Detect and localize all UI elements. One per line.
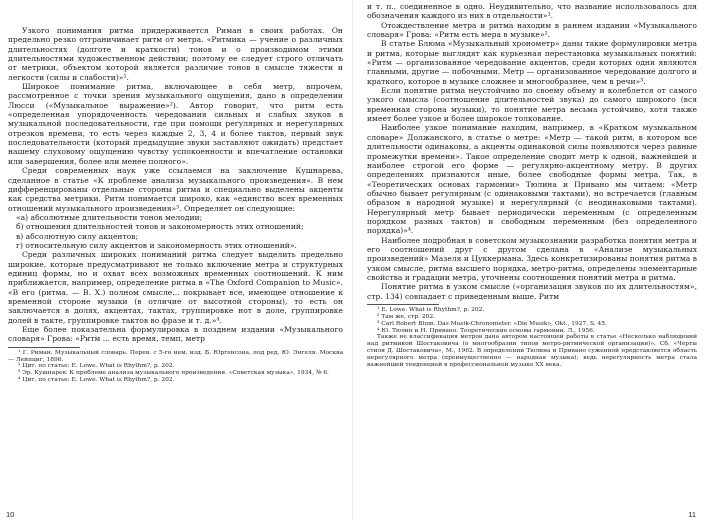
paragraph: Понятие ритма в узком смысле («организация звуков по их длительностям», стр. 134) совпадает с приведенным выше. Ритм [367, 282, 697, 301]
right-page [353, 0, 706, 520]
left-footnotes [8, 350, 343, 384]
paragraph: Среди современных наук уже ссылаемся на заключение Кушнарева, сделанное в статье «К проблеме анализа музыкального произведения». В нем дифференцированы отдельные стороны ритма и специально выделены акценты как средства метрики. Ритм понимается широко, как «единство всех временных отношений музыкального произведения»³. Определяет он следующие: [8, 166, 343, 213]
footnote-note: Также не классификация метров дана автором настоящей работы в статье «Несколько наблюдений над ритмикой Шостаковича (о многообразии типов метро-ритмической организации)». Сб. «Черты стиля Д. Шостаковича», М., 1962. В определении Тюлина и Привано суженной представляется область нерегулярного метра (преимущественно — народная музыка); ведь нерегулярность метра стала важнейшей тенденцией в профессиональной музыке XX века. [367, 334, 697, 368]
list-item: в) абсолютную силу акцентов; [16, 231, 139, 241]
footnote: ² Цит. по статье: E. Lowe. What is Rhythm?, p. 202. [18, 363, 175, 370]
paragraph: Среди различных широких пониманий ритма следует выделить предельно широкие, которые предусматривают не только включение метра и структурных единиц формы, но и охват всех возможных временных соотношений. К ним приближается, например, определение ритма в «The Oxford Companion to Music». «В его (ритма. — В. Х.) полном смысле... покрывает все, имеющее отношение к временной стороне музыки (в отличие от высотной стороны), то есть он заключается в долях, акцентах, тактах, группировке нот в доле, группировке долей в такте, группировке тактов во фразе и т. д.»⁴. [8, 250, 343, 325]
right-main-text [367, 2, 697, 301]
page-number-right: 11 [688, 510, 696, 519]
footnote: ² Там же, стр. 202. [377, 313, 435, 320]
paragraph: Наиболее подробная в советском музыкознании разработка понятия метра и его соотношений друг с другом сделана в «Анализе музыкальных произведений» Мазеля и Цуккермана. Здесь конкретизированы понятия ритма в узком смысле, ритма высшего порядка, метро-ритма, определены элементарные свойства и градации метра, уточнены соотношения понятий метра и ритма. [367, 235, 697, 282]
footnote-divider [367, 304, 439, 305]
paragraph: В статье Блюма «Музыкальный хронометр» даны такие формулировки метра и ритма, которые выглядят как курьезная перестановка музыкальных понятий: «Ритм — организованное чередование акцентов, среди которых одни являются главными, другие — побочными. Метр — организованное чередование долгого и краткого, которое в музыке сложнее и многообразнее, чем в речи»³. [367, 39, 697, 86]
page-number-left: 10 [6, 510, 15, 519]
footnote: ³ Эр. Кушнарев. К проблеме анализа музыкального произведения. «Советская музыка», 1934, № 6. [18, 370, 329, 377]
footnote-divider [8, 347, 80, 348]
paragraph: Наиболее узкое понимание находим, например, в «Кратком музыкальном словаре» Должанского, в статье о метре: «Метр — такой ритм, в котором все длительности одинаковы, а акценты одинаковой силы появляются через равные промежутки времени». Такое определение сводит метр к одной, важнейшей и наиболее строгой его форме — регулярно-акцентному метру. В других определениях признаются иные, более свободные формы метра. Так, в «Теоретических основах гармонии» Тюлина и Привано мы читаем: «Метр обычно бывает регулярным (с одинаковыми тактами), но встречается (главным образом в народной музыке) и нерегулярный (с неодинаковыми тактами). Нерегулярный метр бывает периодически переменным (с определенным порядком разных тактов) и свободным переменным (без определенного порядка)»⁴. [367, 123, 697, 236]
right-footnotes [367, 307, 697, 369]
list-item: г) относительную силу акцентов и закономерность этих отношений». [16, 240, 297, 250]
paragraph: и т. п., соединенное в одно. Неудивительно, что название использовалось для обозначения каждого из них в отдельности»¹. [367, 2, 697, 21]
left-main-text [8, 26, 343, 344]
footnote: ⁴ Цит. по статье: E. Lowe. What is Rhythm?, p. 202. [18, 377, 175, 384]
paragraph: Еще более показательна формулировка в позднем издании «Музыкального словаря» Грова: «Ритм ... есть время, темп, метр [8, 325, 343, 344]
footnote: ⁴ Ю. Тюлин и Н. Привано. Теоретические основы гармонии. Л., 1956. [377, 327, 595, 334]
paragraph: Широкое понимание ритма, включающее в себя метр, впрочем, рассмотренное с точки зрения музыкального ощущения, дано в определении Люсси («Музыкальное выражение»²). Автор говорит, что ритм есть «определенная упорядоченность чередования сильных и слабых звуков в музыкальной последовательности, где при помощи регулярных и нерегулярных отрезков времени, то есть через каждые 2, 3, 4 и более тактов, первый звук последовательности (который предыдущие звуки заставляют ожидать) предстает нашему слуховому ощущению чувству успокоенности и впечатление остановки или завершения, более или менее полного». [8, 82, 343, 166]
paragraph: Если понятие ритма неустойчиво по своему объему и колеблется от самого узкого смысла (соотношение длительностей звука) до самого широкого (вся временная сторона музыки), то понятие метра весьма устойчиво, хотя также имеет более узкое и более широкое толкование. [367, 86, 697, 124]
paragraph: Отождествление метра и ритма находим в раннем издании «Музыкального словаря» Грова: «Ритм есть мера в музыке»². [367, 20, 697, 40]
paragraph: Узкого понимания ритма придерживается Риман в своих работах. Он предельно резко отграничивает ритм от метра. «Ритмика — учение о различных длительностях (долготе и краткости) тонов и о производимом этими длительностями художественном действии; поэтому ее следует строго отличать от метрики, объектом которой является различие тонов в смысле тяжести и легкости (силы и слабости)»¹. [8, 26, 343, 82]
footnote: ¹ Г. Риман. Музыкальный словарь. Перев. с 5-го нем. изд. Б. Юргенсона, под ред. Ю. Энгеля. Москва — Лейпциг, 1896. [8, 349, 343, 363]
footnote: ³ Carl Robert Blum. Das Musik-Chronometer. «Die Musik», Okt., 1927, S. 45. [377, 320, 607, 327]
list-item: б) отношения длительностей тонов и закономерность этих отношений; [16, 222, 304, 232]
list-item: «а) абсолютные длительности тонов мелодии; [16, 212, 203, 222]
footnote: ¹ E. Lowe. What is Rhythm?, p. 202. [377, 307, 485, 313]
